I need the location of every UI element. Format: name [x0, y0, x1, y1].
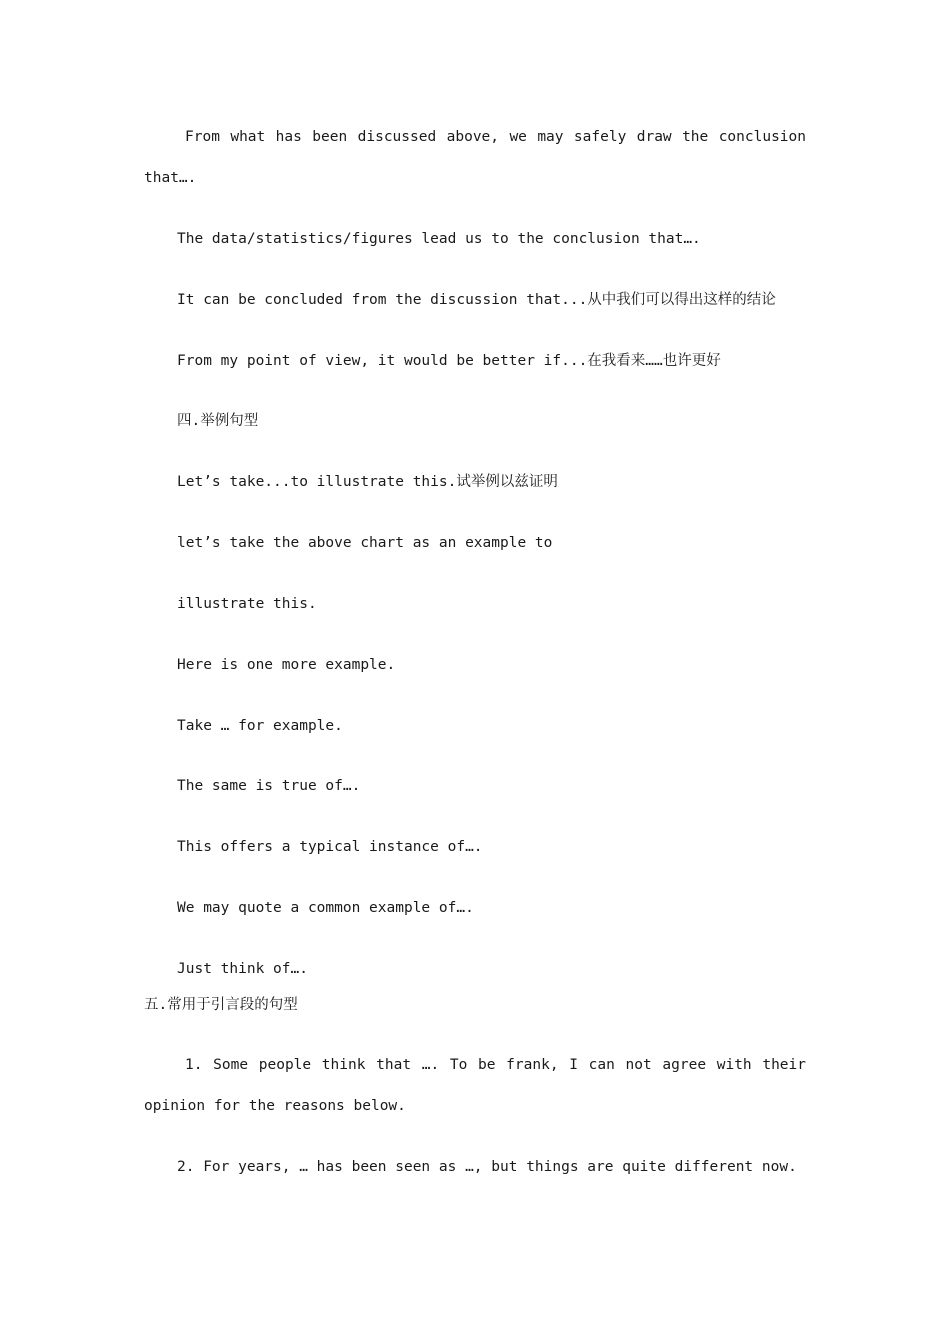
- text-line: Take … for example.: [177, 718, 343, 734]
- text-line: opinion for the reasons below.: [144, 1098, 406, 1114]
- text-line: It can be concluded from the discussion that...从中我们可以得出这样的结论: [177, 292, 776, 308]
- text-line: 1. Some people think that …. To be frank, I can not agree with their: [185, 1057, 806, 1073]
- text-line: that….: [144, 170, 197, 186]
- text-line: Let’s take...to illustrate this.试举例以兹证明: [177, 474, 558, 490]
- text-line: We may quote a common example of….: [177, 900, 474, 916]
- text-line: Here is one more example.: [177, 657, 396, 673]
- text-line: Just think of….: [177, 961, 308, 977]
- text-line: From my point of view, it would be better if...在我看来……也许更好: [177, 353, 721, 369]
- section-heading: 四.举例句型: [177, 413, 259, 429]
- text-line: The same is true of….: [177, 778, 361, 794]
- text-line: 2. For years, … has been seen as …, but things are quite different now.: [177, 1159, 797, 1175]
- text-line: The data/statistics/figures lead us to the conclusion that….: [177, 231, 701, 247]
- text-line: From what has been discussed above, we may safely draw the conclusion: [185, 129, 806, 145]
- text-line: let’s take the above chart as an example to: [177, 535, 553, 551]
- text-line: This offers a typical instance of….: [177, 839, 483, 855]
- section-heading: 五.常用于引言段的句型: [144, 997, 298, 1013]
- text-line: illustrate this.: [177, 596, 317, 612]
